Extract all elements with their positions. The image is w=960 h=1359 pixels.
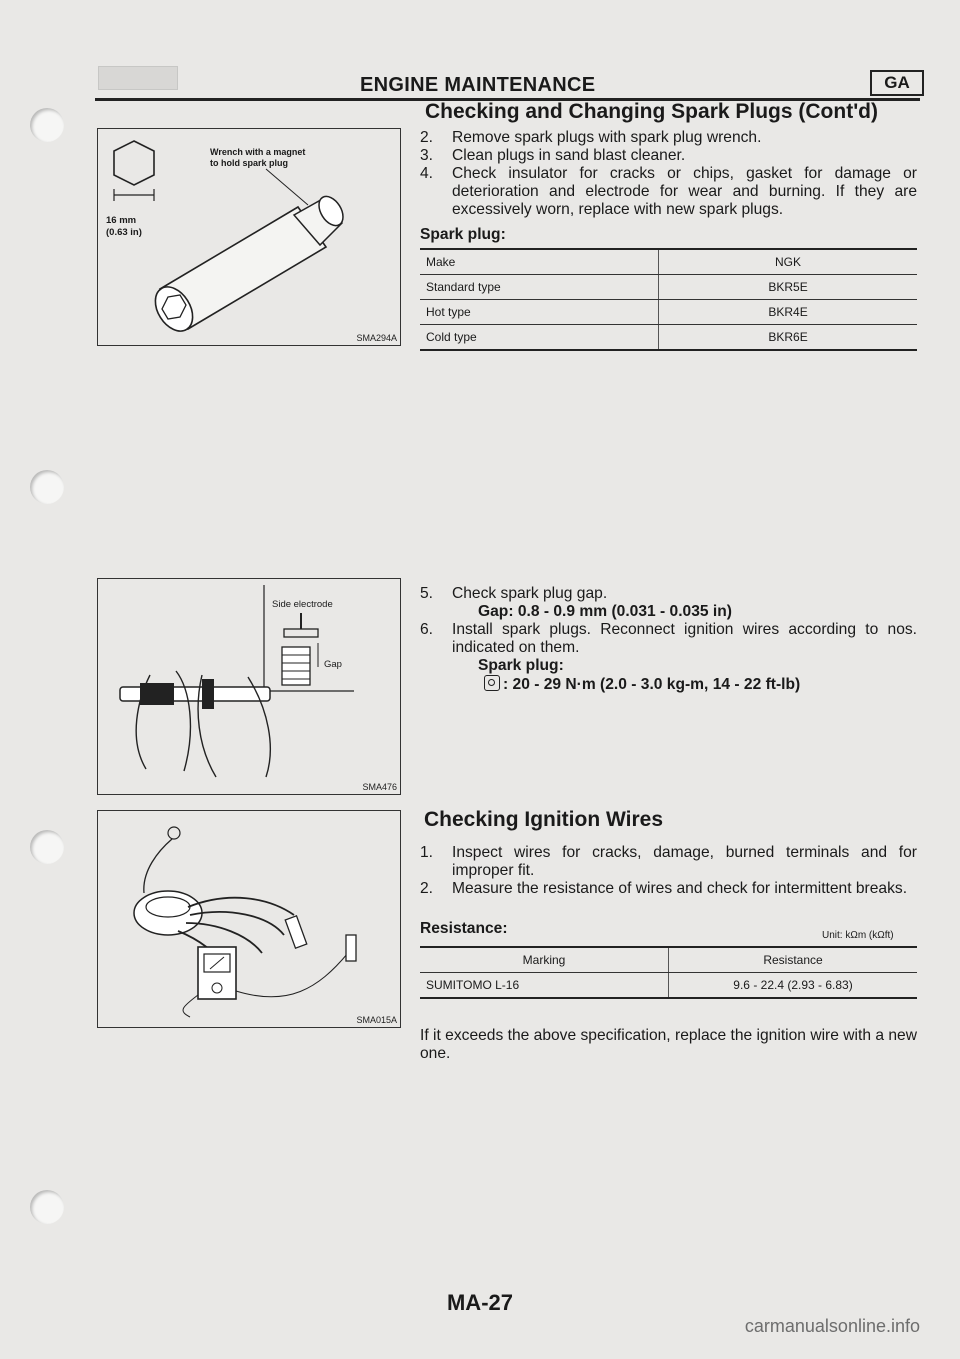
step-item: 2. Remove spark plugs with spark plug wrench. [420,129,762,146]
table-row: Make NGK [420,250,917,275]
section-title-ignition-wires: Checking Ignition Wires [424,808,663,831]
step-item: 4. Check insulator for cracks or chips, gasket for damage or deterioration and electrode for wear and burning. If they are excessively worn, replace with new spark plugs. [420,165,917,218]
table-row: SUMITOMO L-16 9.6 - 22.4 (2.93 - 6.83) [420,973,917,998]
wrench-callout: Wrench with a magnet to hold spark plug [210,147,306,168]
note-text: If it exceeds the above specification, replace the ignition wire with a new one. [420,1027,917,1062]
model-badge: GA [870,70,924,96]
step-list-2 [420,585,917,694]
step-item: 3. Clean plugs in sand blast cleaner. [420,147,686,164]
binding-hole [30,108,64,142]
binding-hole [30,830,64,864]
figure-ignition-wire-test [97,810,401,1028]
ignition-wire-illustration [98,811,400,1027]
resistance-label: Resistance: [420,920,508,937]
page-title: ENGINE MAINTENANCE [360,74,596,96]
step-list-3 [420,844,917,898]
step-item: 5. Check spark plug gap. [420,585,608,602]
wrench-size-inch-label: (0.63 in) [106,227,142,238]
table-header-row: Marking Resistance [420,948,917,973]
binding-hole [30,1190,64,1224]
torque-label: Spark plug: [478,657,564,674]
torque-spec: : 20 - 29 N·m (2.0 - 3.0 kg-m, 14 - 22 ft-lb) [420,675,917,694]
gap-label: Gap [324,659,342,670]
wrench-size-label: 16 mm [106,215,137,226]
watermark: carmanualsonline.info [744,1316,920,1336]
gap-spec: Gap: 0.8 - 0.9 mm (0.031 - 0.035 in) [478,603,732,620]
step-item: 6. Install spark plugs. Reconnect ignition wires according to nos. indicated on them. [420,621,917,656]
torque-icon [484,675,500,691]
side-electrode-label: Side electrode [272,599,333,610]
figure-code: SMA476 [362,782,397,792]
unit-label: Unit: kΩm (kΩft) [822,930,894,941]
figure-spark-plug-gap [97,578,401,795]
step-item: 2. Measure the resistance of wires and check for intermittent breaks. [420,880,908,897]
table-row: Hot type BKR4E [420,300,917,325]
page-number: MA-27 [446,1290,513,1315]
gap-illustration [98,579,400,794]
table-row: Standard type BKR5E [420,275,917,300]
spark-plug-table [420,248,917,351]
figure-spark-plug-wrench [97,128,401,346]
step-list-1 [420,129,917,219]
spark-plug-table-label: Spark plug: [420,226,506,243]
figure-code: SMA294A [356,333,397,343]
figure-code: SMA015A [356,1015,397,1025]
step-item: 1. Inspect wires for cracks, damage, burned terminals and for improper fit. [420,844,917,879]
table-row: Cold type BKR6E [420,325,917,350]
header-left-tab [98,66,178,90]
section-title-spark-plugs: Checking and Changing Spark Plugs (Cont'd) [425,100,879,123]
resistance-table [420,946,917,999]
binding-hole [30,470,64,504]
